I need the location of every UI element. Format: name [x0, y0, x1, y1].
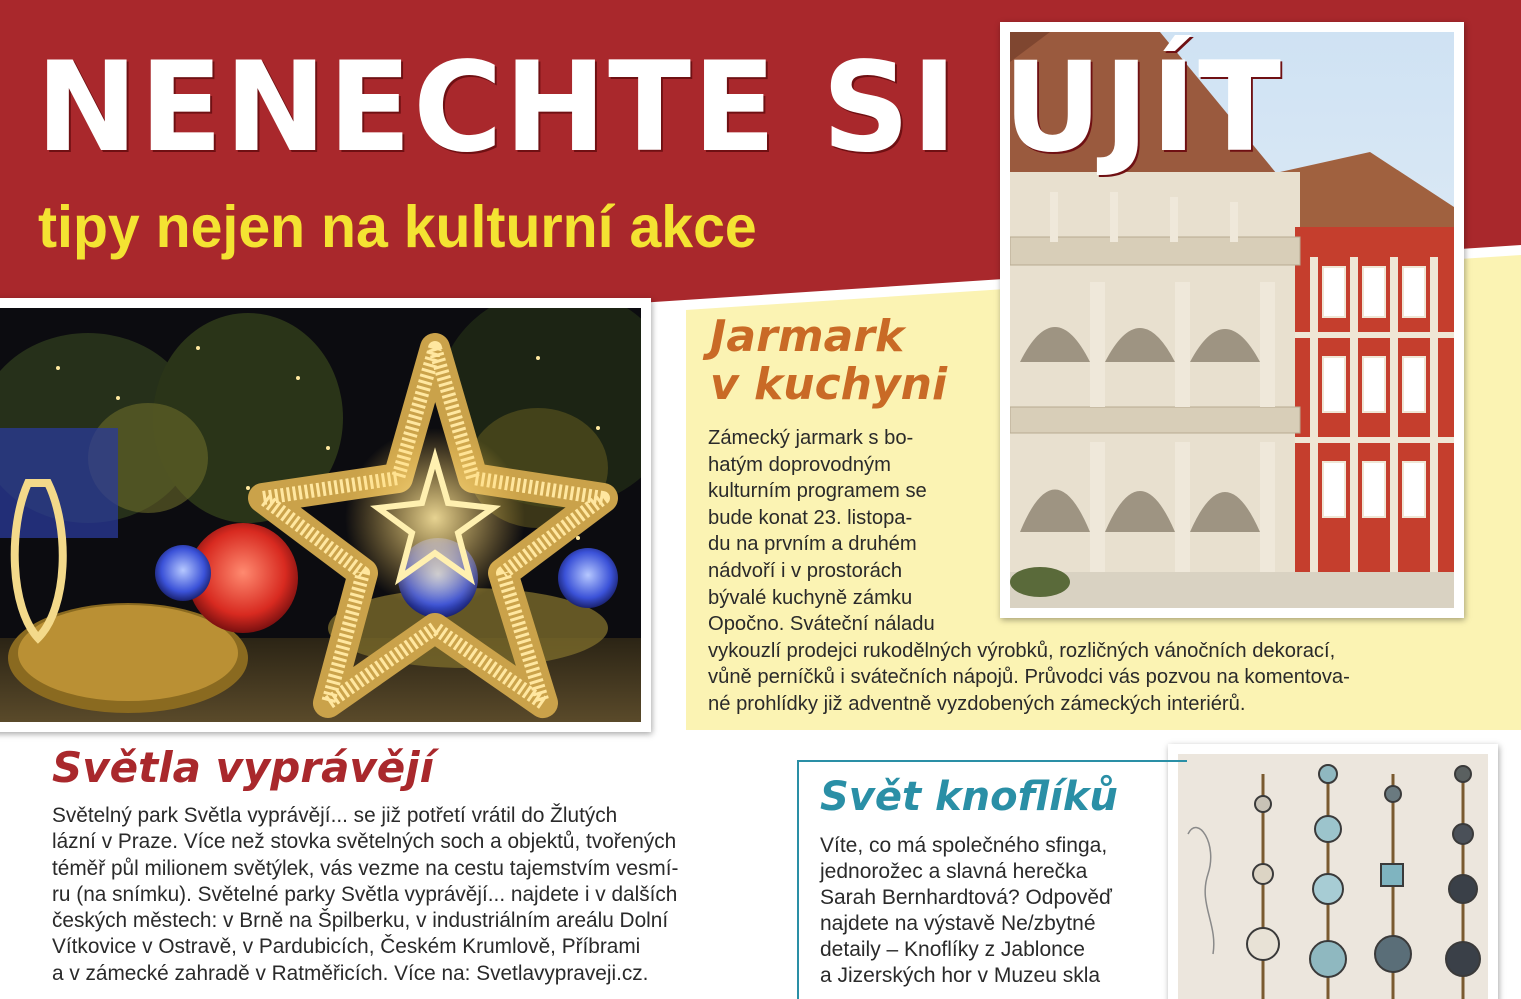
light-star-sculpture-photo	[0, 308, 641, 722]
jarmark-body: Zámecký jarmark s bo- hatým doprovodným kulturním programem se bude konat 23. listopa- du na prvním a druhém nádvoří i v prostorách bývalé kuchyně zámku Opočno. Sváteční náladu vykouzlí prodejci rukodělných výrobků, rozličných vánočních dekorací, vůně perníčků i svátečních nápojů. Průvodci vás pozvou na komentova- né prohlídky již adventně vyzdobených zámeckých interiérů.	[708, 427, 1350, 715]
lights-photo-frame	[0, 298, 651, 732]
knofliku-body: Víte, co má společného sfinga, jednorožec a slavná herečka Sarah Bernhardtová? Odpověď najdete na výstavě Ne/zbytné detaily – Knoflíky z Jablonce a Jizerských hor v Muzeu skla	[820, 834, 1112, 987]
jarmark-title-line1: Jarmark	[710, 311, 905, 362]
svetla-title: Světla vyprávějí	[52, 743, 435, 792]
headline: NENECHTE SI UJÍT	[36, 36, 1283, 180]
jarmark-title-line2: v kuchyni	[710, 359, 948, 410]
knofliku-title: Svět knoflíků	[820, 774, 1118, 820]
jarmark-title	[710, 313, 947, 409]
subheadline: tipy nejen na kulturní akce	[38, 194, 757, 260]
svetla-body: Světelný park Světla vyprávějí... se již potřetí vrátil do Žlutých lázní v Praze. Více než stovka světelných soch a objektů, tvořených téměř půl milionem světýlek, vás vezme na cestu tajemstvím vesmí- ru (na snímku). Světelné parky Světla vyprávějí... najdete i v dalších českých městech: v Brně na Špilberku, v industriálním areálu Dolní Vítkovice v Ostravě, v Pardubicích, Českém Krumlově, Příbrami a v zámecké zahradě v Ratměřicích. Více na: Svetlavypraveji.cz.	[52, 804, 679, 985]
buttons-exhibition-photo	[1178, 754, 1488, 999]
buttons-photo-frame	[1168, 744, 1498, 999]
